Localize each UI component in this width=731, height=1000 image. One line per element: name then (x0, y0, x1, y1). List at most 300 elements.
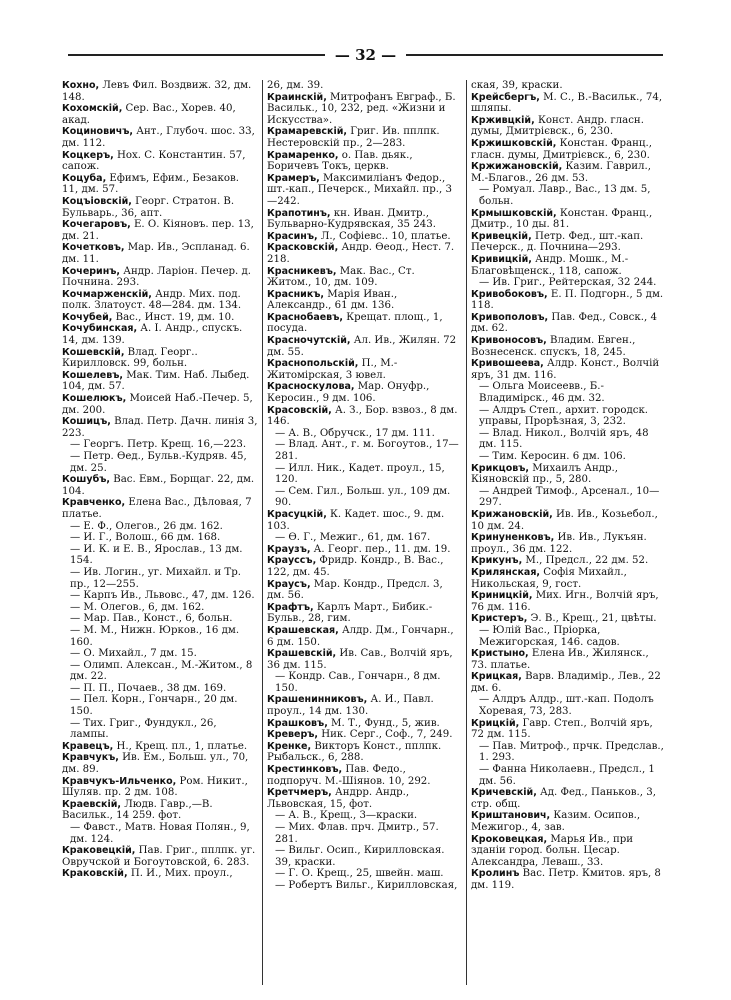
entry-details: — А. В., Крещ., 3—краски. (275, 810, 418, 822)
directory-entry (471, 80, 666, 92)
entry-surname: Кристыно, (471, 648, 529, 660)
directory-entry (62, 776, 258, 799)
entry-surname: Красинъ, (267, 230, 318, 242)
entry-surname: Кошелюкъ, (62, 393, 127, 405)
directory-entry (62, 694, 258, 717)
directory-entry (471, 451, 666, 463)
entry-surname: Крицкій, (471, 717, 520, 729)
directory-entry (471, 787, 666, 810)
entry-details: — Юлій Вас., Пріорка, Межигорская, 146. садов. (479, 624, 620, 648)
entry-surname: Кравецъ, (62, 740, 114, 752)
column-2 (262, 80, 466, 985)
directory-entry (62, 312, 258, 324)
entry-details: — Алдръ Степ., архит. городск. управы, Прорѣзная, 3, 232. (479, 404, 649, 428)
entry-surname: Кочмарженскій, (62, 288, 152, 300)
entry-details: Левъ Фил. Воздвиж. 32, дм. 148. (62, 80, 252, 103)
directory-entry (471, 509, 666, 532)
directory-entry (267, 810, 462, 822)
entry-details: Фридр. Кондр., В. Вас., 122, дм. 45. (267, 555, 444, 578)
entry-details: Влад. Петр. Дачн. линія 3, 223. (62, 416, 258, 439)
entry-surname: Крмышковскій, (471, 207, 557, 219)
entry-details: Пав. Фед., Совск., 4 дм. 62. (471, 311, 657, 335)
entry-details: — Ромуал. Лавр., Вас., 13 дм. 5, больн. (479, 184, 651, 207)
entry-surname: Краковецкій, (62, 845, 136, 857)
entry-surname: Кривошеева, (471, 358, 544, 370)
directory-entry (471, 335, 666, 358)
directory-entry (471, 184, 666, 207)
directory-entry (267, 555, 462, 578)
directory-entry (267, 648, 462, 671)
entry-details: Михаилъ Андр., Кіяновскій пр., 5, 280. (471, 462, 619, 486)
entry-details: ская, 39, краски. (471, 80, 563, 91)
directory-entry (62, 590, 258, 602)
directory-entry (471, 358, 666, 381)
directory-entry (471, 277, 666, 289)
directory-entry (471, 381, 666, 404)
entry-details: — И. Г., Волош., 66 дм. 168. (70, 532, 221, 544)
entry-details: Ад. Фед., Паньков., 3, стр. общ. (471, 787, 656, 810)
directory-entry (62, 451, 258, 474)
directory-entry (471, 741, 666, 764)
entry-details: А. Георг. пер., 11. дм. 19. (310, 543, 451, 555)
directory-entry (62, 242, 258, 265)
entry-details: — Влад. Никол., Волчій яръ, 48 дм. 115. (479, 427, 649, 451)
page-header (58, 40, 673, 70)
entry-details: — Ив. Логин., уг. Михайл. и Тр. пр., 12—255. (70, 566, 241, 590)
directory-entry (62, 532, 258, 544)
entry-surname: Кохно, (62, 80, 100, 91)
directory-entry (267, 208, 462, 231)
entry-details: — Мар. Пав., Конст., 6, больн. (70, 613, 233, 625)
entry-surname: Кржишковскій, (471, 137, 557, 149)
entry-details: Мак. Вас., Ст. Житом., 10, дм. 109. (267, 265, 415, 289)
entry-surname: Красночутскій, (267, 335, 351, 347)
entry-surname: Крауссъ, (267, 555, 317, 567)
directory-entry (267, 358, 462, 381)
entry-details: А. И., Павл. проул., 14 дм. 130. (267, 694, 434, 718)
directory-entry (471, 810, 666, 833)
directory-entry (267, 463, 462, 486)
directory-entry (471, 764, 666, 787)
entry-surname: Краусъ, (267, 578, 311, 590)
entry-surname: Крамеръ, (267, 172, 320, 184)
directory-entry (62, 845, 258, 868)
directory-entry (62, 648, 258, 660)
entry-surname: Крестинковъ, (267, 764, 343, 776)
entry-surname: Кристеръ, (471, 613, 528, 625)
entry-surname: Краковскій, (62, 868, 128, 880)
directory-entry (62, 347, 258, 370)
entry-surname: Крикунъ, (471, 555, 523, 567)
entry-details: Конст. Андр. гласн. думы, Дмитрієвск., 6, 230. (471, 114, 644, 138)
entry-details: Влад. Георг.. Кирилловск. 99, больн. (62, 346, 198, 370)
entry-details: — А. В., Обручск., 17 дм. 111. (275, 427, 435, 439)
entry-details: — Влад. Ант., г. м. Богоутов., 17—281. (275, 439, 459, 462)
entry-details: Георг. Стратон. В. Бульварь., 36, апт. (62, 195, 235, 219)
entry-details: Ив. Ив., Лукъян. проул., 36 дм. 122. (471, 532, 647, 555)
entry-details: — Тим. Керосин. 6 дм. 106. (479, 451, 626, 462)
entry-details: Ник. Серг., Соф., 7, 249. (318, 729, 453, 741)
entry-details: Мар. Онуфр., Керосин., 9 дм. 106. (267, 381, 430, 405)
column-1 (58, 80, 262, 985)
directory-entry (62, 741, 258, 753)
directory-entry (471, 92, 666, 115)
entry-surname: Кошицъ, (62, 416, 111, 428)
directory-entry (62, 718, 258, 741)
entry-details: кн. Иван. Дмитр., Бульварно-Кудрявская, 35 243. (267, 207, 436, 231)
entry-surname: Крашковъ, (267, 717, 328, 729)
entry-details: А. І. Андр., спускъ. 14, дм. 139. (62, 323, 243, 347)
directory-entry (471, 648, 666, 671)
entry-details: — Илл. Ник., Кадет. проул., 15, 120. (275, 462, 445, 486)
directory-entry (471, 532, 666, 555)
entry-details: Софія Михайл., Никольская, 9, гост. (471, 566, 627, 590)
entry-surname: Красникъ, (267, 288, 325, 300)
directory-entry (62, 474, 258, 497)
entry-details: Вас., Инст. 19, дм. 10. (112, 311, 235, 323)
entry-details: Нох. С. Константин. 57, сапож. (62, 149, 246, 173)
directory-entry (62, 660, 258, 683)
entry-details: — Петр. Өед., Бульв.-Кудряв. 45, дм. 25. (70, 451, 247, 474)
directory-entry (267, 532, 462, 544)
entry-details: Елена Вас., Дѣловая, 7 платье. (62, 497, 252, 520)
directory-entry (267, 694, 462, 717)
directory-entry (267, 602, 462, 625)
directory-entry (267, 729, 462, 741)
directory-entry (267, 289, 462, 312)
entry-details: — Алдръ Алдр., шт.-кап. Подолъ Хоревая, 73, 283. (479, 694, 654, 718)
entry-details: Максимиліанъ Федор., шт.-кап., Печерск., Михайл. пр., 3—242. (267, 172, 453, 207)
entry-details: Андр. Өеод., Нест. 7. 218. (267, 242, 455, 265)
entry-details: М. С., В.-Васильк., 74, шляпы. (471, 91, 663, 115)
entry-surname: Крашевская, (267, 624, 339, 636)
entry-details: М. Т., Фунд., 5, жив. (327, 717, 440, 729)
entry-details: — Олимп. Алексан., М.-Житом., 8 дм. 22. (70, 659, 253, 683)
directory-entry (471, 868, 666, 891)
entry-details: — Андрей Тимоф., Арсенал., 10—297. (479, 485, 660, 509)
entry-details: Андрр. Андр., Львовская, 15, фот. (267, 787, 410, 810)
directory-entry (62, 219, 258, 242)
entry-surname: Кроковецкая, (471, 833, 548, 845)
directory-entry (62, 289, 258, 312)
directory-entry (267, 173, 462, 208)
entry-details: Констан. Франц., Дмитр., 10 ды. 81. (471, 207, 653, 231)
directory-entry (471, 567, 666, 590)
entry-surname: Крамаревскій, (267, 126, 348, 138)
entry-surname: Крафтъ, (267, 601, 314, 613)
entry-details: 26, дм. 39. (267, 80, 324, 91)
entry-surname: Крашенинниковъ, (267, 694, 368, 706)
entry-details: — Вильг. Осип., Кирилловская. 39, краски. (275, 845, 445, 868)
entry-surname: Красуцкій, (267, 508, 327, 520)
entry-surname: Краснобаевъ, (267, 311, 343, 323)
entry-surname: Коцуба, (62, 172, 107, 184)
directory-entry (471, 428, 666, 451)
entry-details: — Тих. Григ., Фундукл., 26, лампы. (70, 717, 217, 741)
entry-surname: Кривецкій, (471, 230, 532, 242)
entry-surname: Кохомскій, (62, 103, 123, 115)
entry-details: Елена Ив., Жилянск., 73. платье. (471, 648, 649, 671)
entry-details: Казим. Осипов., Межигор., 4, зав. (471, 810, 641, 833)
entry-details: Ал. Ив., Жилян. 72 дм. 55. (267, 335, 457, 358)
entry-details: — М. Олегов., 6, дм. 162. (70, 601, 205, 613)
directory-entry (267, 126, 462, 149)
directory-entry (471, 613, 666, 625)
directory-entry (62, 393, 258, 416)
entry-surname: Крикцовъ, (471, 462, 529, 474)
entry-surname: Кролинъ (471, 868, 520, 880)
entry-details: — Ө. Г., Межиг., 61, дм. 167. (275, 532, 431, 544)
directory-entry (62, 799, 258, 822)
page-number: — 32 — (334, 46, 397, 64)
directory-entry (267, 428, 462, 440)
entry-details: Ив. Ив., Козьебол., 10 дм. 24. (471, 508, 658, 532)
entry-surname: Кретчмеръ, (267, 787, 332, 799)
entry-surname: Крашевскій, (267, 648, 337, 660)
entry-details: Э. В., Крещ., 21, цвѣты. (527, 613, 657, 625)
directory-entry (471, 486, 666, 509)
entry-surname: Кочубей, (62, 311, 113, 323)
entry-surname: Кричевскій, (471, 787, 537, 799)
directory-entry (471, 208, 666, 231)
entry-details: Владим. Евген., Вознесенск. спускъ, 18, 245. (471, 335, 636, 358)
directory-entry (62, 521, 258, 533)
entry-details: — Кондр. Сав., Гончарн., 8 дм. 150. (275, 671, 441, 694)
entry-details: М., Предсл., 22 дм. 52. (522, 555, 649, 567)
entry-details: — И. К. и Е. В., Ярослав., 13 дм. 154. (70, 543, 243, 567)
directory-entry (267, 544, 462, 556)
entry-details: А. З., Бор. взвоз., 8 дм. 146. (267, 404, 458, 428)
entry-surname: Кочегаровъ, (62, 219, 131, 231)
entry-details: Андр. Мих. под. полк. Златоуст. 48—284. дм. 134. (62, 288, 242, 312)
directory-entry (471, 312, 666, 335)
entry-details: — Ив. Григ., Рейтерская, 32 244. (479, 277, 657, 289)
entry-details: П., М.-Житомірская, 3 ювел. (267, 358, 398, 381)
entry-details: Варв. Владимір., Лев., 22 дм. 6. (471, 671, 661, 694)
entry-details: Карлъ Март., Бибик.-Бульв., 28, гим. (267, 601, 433, 625)
entry-details: Е. О. Кіяновъ. пер. 13, дм. 21. (62, 219, 254, 242)
entry-details: — Пел. Корн., Гончарн., 20 дм. 150. (70, 694, 238, 718)
entry-surname: Крапотинъ, (267, 207, 331, 219)
directory-entry (267, 80, 462, 92)
directory-entry (62, 370, 258, 393)
entry-details: — Пав. Митроф., прчк. Предслав., 1. 293. (479, 740, 664, 764)
directory-entry (62, 266, 258, 289)
entry-details: Марья Ив., при зданіи город. больн. Цесар. Александра, Леваш., 33. (471, 833, 634, 868)
entry-surname: Краузъ, (267, 543, 311, 555)
directory-entry (62, 80, 258, 103)
entry-surname: Кочеринъ, (62, 265, 121, 277)
entry-details: — М. М., Нижн. Юрков., 16 дм. 160. (70, 624, 240, 648)
directory-entry (62, 544, 258, 567)
directory-entry (267, 242, 462, 265)
directory-entry (62, 567, 258, 590)
directory-entry (62, 868, 258, 880)
entry-surname: Кравчукъ, (62, 752, 119, 764)
entry-surname: Коциновичъ, (62, 126, 134, 138)
entry-surname: Коцъіовскій, (62, 195, 132, 207)
entry-surname: Кринуненковъ, (471, 532, 555, 544)
entry-details: — О. Михайл., 7 дм. 15. (70, 648, 197, 660)
directory-entry (62, 602, 258, 614)
directory-entry (267, 231, 462, 243)
directory-entry (267, 486, 462, 509)
entry-details: — Сем. Гил., Больш. ул., 109 дм. 90. (275, 485, 451, 509)
directory-entry (267, 787, 462, 810)
entry-details: К. Кадет. шос., 9. дм. 103. (267, 508, 445, 532)
entry-details: Ив. Сав., Волчій яръ, 36 дм. 115. (267, 648, 453, 671)
directory-entry (471, 115, 666, 138)
entry-details: — П. П., Почаев., 38 дм. 169. (70, 682, 227, 694)
entry-surname: Красковскій, (267, 242, 339, 254)
entry-details: о. Пав. дьяк., Боричевъ Токъ, церкв. (267, 149, 413, 173)
directory-entry (267, 880, 462, 892)
directory-entry (267, 579, 462, 602)
entry-surname: Кравченко, (62, 497, 126, 509)
directory-columns (58, 80, 670, 985)
entry-details: Н., Крещ. пл., 1, платье. (113, 740, 248, 752)
entry-surname: Кошелевъ, (62, 369, 123, 381)
directory-entry (62, 173, 258, 196)
entry-details: Вас. Петр. Кмитов. яръ, 8 дм. 119. (471, 868, 661, 891)
entry-details: Митрофанъ Евграф., Б. Васильк., 10, 232, ред. «Жизни и Искусства». (267, 91, 456, 126)
entry-details: Людв. Гавр.,—В. Васильк., 14 259. фот. (62, 798, 213, 822)
entry-details: Ром. Никит., Шуляв. пр. 2 дм. 108. (62, 775, 248, 799)
entry-details: Викторъ Конст., пплпк. Рыбальск., 6, 288. (267, 740, 442, 764)
entry-details: Петр. Фед., шт.-кап. Печерск., д. Почнина—293. (471, 230, 644, 254)
entry-surname: Крилянская, (471, 566, 541, 578)
directory-entry (471, 463, 666, 486)
entry-surname: Краснопольскій, (267, 358, 359, 370)
directory-entry (267, 845, 462, 868)
directory-entry (267, 718, 462, 730)
directory-entry (62, 416, 258, 439)
directory-entry (62, 625, 258, 648)
directory-entry (62, 323, 258, 346)
entry-details: Констан. Франц., гласн. думы, Дмитрієвск., 6, 230. (471, 137, 652, 161)
entry-surname: Кошубъ, (62, 474, 110, 486)
directory-entry (267, 312, 462, 335)
directory-entry (471, 671, 666, 694)
directory-entry (471, 834, 666, 869)
entry-surname: Краинскій, (267, 91, 327, 103)
directory-entry (471, 138, 666, 161)
entry-details: Пав. Федо., подпоруч. М.-Шіянов. 10, 292. (267, 764, 431, 787)
directory-entry (267, 868, 462, 880)
directory-entry (267, 509, 462, 532)
header-rule-left (68, 54, 325, 56)
entry-details: — Карпъ Ив., Львовс., 47, дм. 126. (70, 590, 255, 602)
entry-surname: Криштанович, (471, 810, 551, 822)
directory-entry (471, 555, 666, 567)
entry-details: Марія Иван., Александр., 61 дм. 136. (267, 288, 398, 312)
entry-details: Е. П. Подгорн., 5 дм. 118. (471, 288, 664, 312)
directory-entry (471, 254, 666, 277)
entry-details: Сер. Вас., Хорев. 40, акад. (62, 103, 236, 126)
entry-details: Мар. Кондр., Предсл. 3, дм. 56. (267, 578, 443, 602)
entry-surname: Кривобоковъ, (471, 288, 548, 300)
entry-details: П. И., Мих. проул., (127, 868, 233, 880)
directory-entry (267, 741, 462, 764)
entry-surname: Красноскулова, (267, 381, 355, 393)
directory-entry (62, 150, 258, 173)
directory-entry (471, 231, 666, 254)
directory-entry (267, 764, 462, 787)
directory-entry (62, 497, 258, 520)
directory-entry (267, 92, 462, 127)
entry-surname: Кочубинская, (62, 323, 138, 335)
entry-surname: Кравчукъ-Ильченко, (62, 775, 177, 787)
entry-details: Мих. Игн., Волчій яръ, 76 дм. 116. (471, 590, 659, 613)
entry-details: — Робертъ Вильг., Кирилловская, (275, 879, 458, 891)
entry-surname: Краевскій, (62, 798, 122, 810)
entry-details: Крещат. площ., 1, посуда. (267, 311, 443, 335)
entry-surname: Креверъ, (267, 729, 319, 741)
directory-entry (471, 289, 666, 312)
entry-details: Вас. Евм., Борщаг. 22, дм. 104. (62, 474, 255, 497)
entry-details: — Г. О. Крещ., 25, швейн. маш. (275, 868, 444, 880)
directory-entry (267, 405, 462, 428)
entry-details: Казим. Гаврил., М.-Благов., 26 дм. 53. (471, 161, 652, 184)
directory-entry (267, 822, 462, 845)
directory-entry (62, 439, 258, 451)
entry-surname: Крицкая, (471, 671, 522, 683)
entry-surname: Кренке, (267, 740, 312, 752)
entry-details: Моисей Наб.-Печер. 5, дм. 200. (62, 393, 253, 416)
directory-entry (62, 822, 258, 845)
entry-details: — Ольга Моисеевв., Б.-Владимірск., 46 дм. 32. (479, 381, 605, 405)
entry-details: — Е. Ф., Олегов., 26 дм. 162. (70, 520, 223, 532)
directory-entry (267, 381, 462, 404)
entry-details: Гавр. Степ., Волчій яръ, 72 дм. 115. (471, 717, 653, 741)
entry-surname: Кржижановскій, (471, 161, 563, 173)
entry-surname: Криницкій, (471, 590, 533, 602)
directory-entry (267, 671, 462, 694)
entry-details: — Мих. Флав. прч. Дмитр., 57. 281. (275, 822, 439, 845)
directory-entry (62, 196, 258, 219)
directory-entry (62, 752, 258, 775)
entry-details: Григ. Ив. пплпк. Нестеровскій пр., 2—283. (267, 126, 440, 149)
entry-surname: Крживцкій, (471, 114, 535, 126)
entry-details: Ант., Глубоч. шос. 33, дм. 112. (62, 126, 255, 149)
entry-details: Андр. Ларіон. Печер. д. Почнина. 293. (62, 265, 251, 289)
entry-details: Алдр. Дм., Гончарн., 6 дм. 150. (267, 624, 454, 648)
directory-entry (267, 335, 462, 358)
entry-surname: Кривоносовъ, (471, 335, 547, 347)
directory-entry (471, 625, 666, 648)
entry-surname: Кошевскій, (62, 346, 125, 358)
directory-entry (267, 439, 462, 462)
directory-entry (471, 161, 666, 184)
directory-entry (471, 718, 666, 741)
directory-entry (267, 266, 462, 289)
directory-entry (471, 590, 666, 613)
directory-entry (62, 613, 258, 625)
directory-entry (62, 683, 258, 695)
entry-surname: Красникевъ, (267, 265, 337, 277)
entry-surname: Коцкеръ, (62, 149, 114, 161)
entry-surname: Крамаренко, (267, 149, 339, 161)
entry-surname: Кривицкій, (471, 253, 532, 265)
entry-surname: Кривополовъ, (471, 311, 549, 323)
entry-details: Мар. Ив., Эспланад. 6. дм. 11. (62, 242, 250, 265)
entry-surname: Красовскій, (267, 404, 332, 416)
entry-details: Пав. Григ., пплпк. уг. Овручской и Богоутовской, 6. 283. (62, 845, 256, 868)
entry-details: Ив. Ем., Больш. ул., 70, дм. 89. (62, 752, 249, 776)
entry-details: Андр. Мошк., М.-Благовѣщенск., 118, сапож. (471, 253, 629, 277)
header-rule-right (406, 54, 663, 56)
entry-details: — Фанна Николаевн., Предсл., 1 дм. 56. (479, 764, 655, 787)
